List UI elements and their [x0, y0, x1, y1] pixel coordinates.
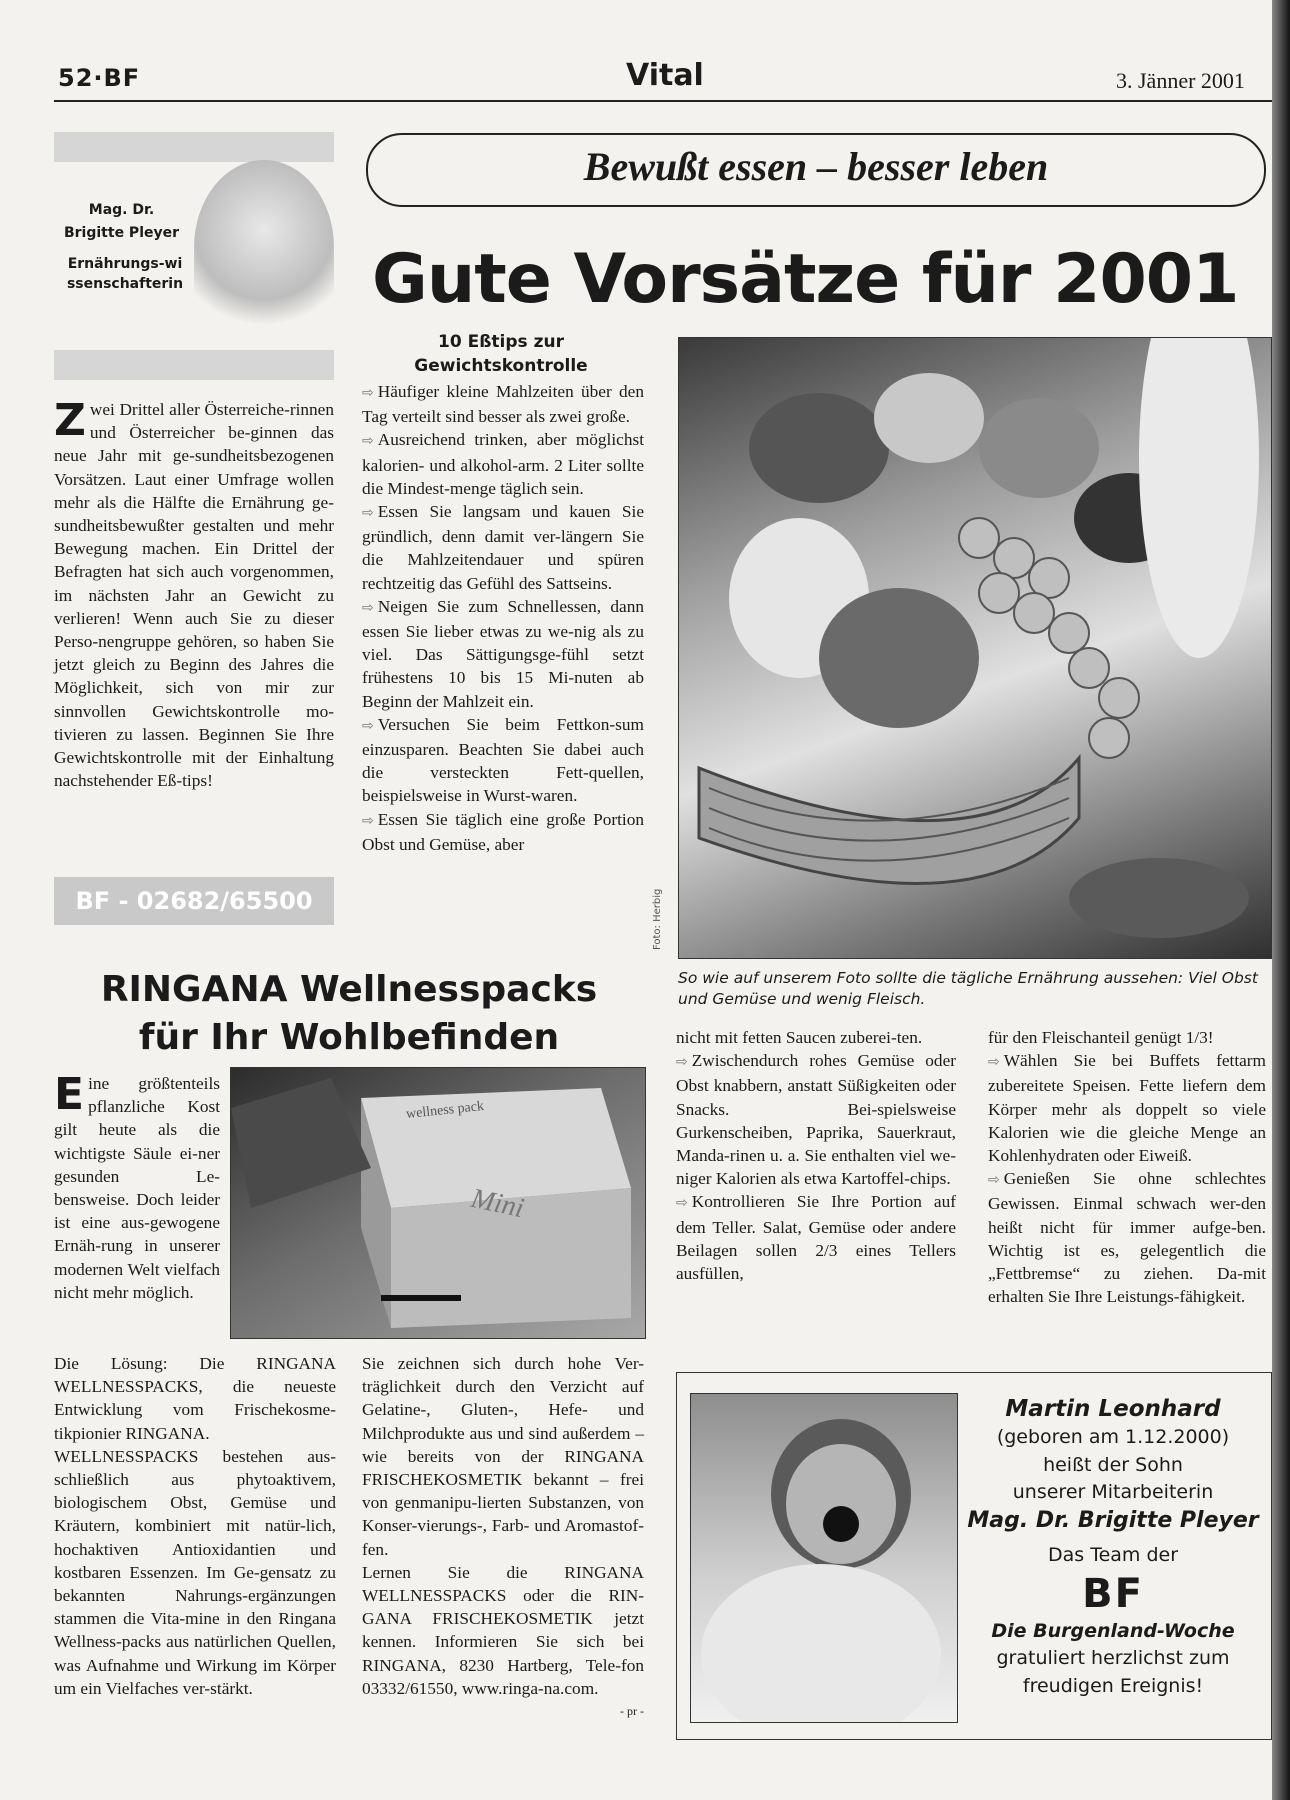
photo-caption: So wie auf unserem Foto sollte die tägliche Ernährung aussehen: Viel Obst und Gemüse und wenig Fleisch.: [678, 969, 1258, 1008]
author-box-band: [54, 132, 334, 162]
author-title: Mag. Dr.: [88, 202, 155, 218]
ringana-p2: Die Lösung: Die RINGANA WELLNESSPACKS, die neueste Entwicklung vom Frischekosme-tikpionier RINGANA.: [54, 1354, 336, 1443]
birth-line-2: unserer Mitarbeiterin: [1012, 1481, 1214, 1503]
tip-3: ⇨ Essen Sie langsam und kauen Sie gründlich, denn damit ver-längern Sie die Mahlzeitendauer und spüren rechtzeitig das Gefühl des Sattseins.: [362, 502, 644, 593]
tip-8: ⇨ Kontrollieren Sie Ihre Portion auf dem Teller. Salat, Gemüse oder andere Beilagen sollen 2/3 eines Tellers ausfüllen,: [676, 1192, 956, 1284]
ringana-p5: Lernen Sie die RINGANA WELLNESSPACKS oder die RIN-GANA FRISCHEKOSMETIK jetzt kennen. Informieren Sie sich bei RINGANA, 8230 Hartberg, Tele-fon 03332/61550, www.ringa-na.com.: [362, 1562, 644, 1698]
box-label-wellness: wellness pack: [405, 1098, 485, 1123]
arrow-icon: ⇨: [362, 385, 374, 401]
tip-8-continued: für den Fleischanteil genügt 1/3!: [988, 1028, 1214, 1047]
ringana-headline: [54, 966, 644, 1062]
arrow-icon: ⇨: [988, 1172, 1000, 1189]
baby-name: Martin Leonhard: [1005, 1396, 1221, 1422]
ringana-text-col1-top: [54, 1069, 220, 1304]
ringana-p1: ine größtenteils pflanzliche Kost gilt heute als die wichtigste Säule ei-ner gesunden Le-bensweise. Doch leider ist eine aus-gewogene Ernäh-rung in unserer modernen Welt vielfach nicht mehr möglich.: [54, 1074, 220, 1302]
tip-5: ⇨ Versuchen Sie beim Fettkon-sum einzusparen. Beachten Sie dabei auch die versteckten Fett-quellen, beispielsweise in Wurst-waren.: [362, 714, 644, 806]
baby-illustration: [691, 1394, 957, 1722]
author-portrait: [194, 160, 334, 335]
greeting-line-2: freudigen Ereignis!: [1022, 1674, 1204, 1697]
ringana-text-col1: [54, 1352, 336, 1700]
photo-credit: Foto: Herbig: [652, 888, 663, 950]
tip-6-continued: nicht mit fetten Saucen zuberei-ten.: [676, 1028, 923, 1047]
birth-line-1: heißt der Sohn: [1043, 1453, 1183, 1476]
arrow-icon: ⇨: [676, 1195, 688, 1212]
intro-body: wei Drittel aller Österreiche-rinnen und Österreicher be-ginnen das neue Jahr mit ge-sundheitsbezogenen Vorsätzen. Laut einer Umfrage wollen mehr als die Hälfte die Ernährung ge-sundheitsbewußter gestalten und mehr Bewegung machen. Ein Drittel der Befragten hat sich auch vorgenommen, im nächsten Jahr an Gewicht zu verlieren! Wenn auch Sie zu dieser Perso-nengruppe gehören, so haben Sie jetzt gleich zu Beginn des Jahres die Möglichkeit, sich von mir zur sinnvollen Gewichtskontrolle mo-tivieren zu lassen. Beginnen Sie Ihre Gewichtskontrolle mit der Einhaltung nachstehender Eß-tips!: [54, 400, 334, 791]
tips-heading: 10 Eßtips zur Gewichtskontrolle: [414, 332, 588, 376]
page-number: 52·BF: [58, 64, 141, 92]
section-title: Vital: [626, 58, 704, 93]
tip-6: ⇨ Essen Sie täglich eine große Portion Obst und Gemüse, aber: [362, 809, 644, 854]
author-name: Brigitte Pleyer: [63, 225, 180, 241]
birth-date: (geboren am 1.12.2000): [996, 1426, 1230, 1448]
intro-dropcap: Z: [54, 395, 86, 446]
page-edge-shadow: [1272, 0, 1290, 1800]
arrow-icon: ⇨: [362, 505, 374, 522]
tips-column-4: [988, 1026, 1266, 1308]
issue-date: 3. Jänner 2001: [1116, 68, 1245, 93]
mother-name: Mag. Dr. Brigitte Pleyer: [967, 1507, 1259, 1533]
bf-logo: BF: [1082, 1570, 1144, 1617]
team-line: Das Team der: [1047, 1544, 1179, 1566]
tip-10: ⇨ Genießen Sie ohne schlechtes Gewissen. Einmal schwach wer-den heißt nicht für immer aufge-ben. Wichtig ist es, gelegentlich die „Fettbremse“ zu ziehen. Da-mit erhalten Sie Ihre Leistungs-fähigkeit.: [988, 1169, 1266, 1307]
tip-7: ⇨ Zwischendurch rohes Gemüse oder Obst knabbern, anstatt Süßigkeiten oder Snacks. Bei-spielsweise Gurkenscheiben, Paprika, Sauerkraut, Manda-rinen u. a. Sie enthalten viel we-niger Kalorien als etwa Kartoffel-chips.: [676, 1051, 956, 1189]
author-role: Ernährungs-wissenschafterin: [66, 256, 184, 292]
ringana-headline-line-1: RINGANA Wellnesspacks: [100, 969, 598, 1010]
author-box-band-bottom: [54, 350, 334, 380]
tip-1: ⇨ Häufiger kleine Mahlzeiten über den Tag verteilt sind besser als zwei große.: [362, 382, 644, 427]
ringana-dropcap: E: [54, 1069, 85, 1120]
birth-text: [960, 1394, 1266, 1700]
greeting-line-1: gratuliert herzlichst zum: [996, 1647, 1230, 1669]
arrow-icon: ⇨: [362, 599, 374, 616]
wellnesspack-photo: [230, 1067, 646, 1339]
header-rule: [54, 100, 1272, 102]
fruit-basket-photo: [678, 337, 1272, 959]
banner-text: Bewußt essen – besser leben: [583, 144, 1049, 189]
tips-column-2: [362, 380, 644, 856]
phone-text: BF - 02682/65500: [75, 887, 313, 915]
arrow-icon: ⇨: [362, 433, 374, 450]
paper-name: Die Burgenland-Woche: [991, 1619, 1235, 1642]
phone-band: [54, 877, 334, 925]
arrow-icon: ⇨: [676, 1054, 688, 1071]
arrow-icon: ⇨: [362, 717, 374, 734]
tip-9: ⇨ Wählen Sie bei Buffets fettarm zubereitete Speisen. Fette liefern dem Körper mehr als doppelt so viele Kalorien wie die gleiche Menge an Kohlenhydraten oder Eiweiß.: [988, 1051, 1266, 1166]
main-headline: Gute Vorsätze für 2001: [372, 240, 1239, 319]
tips-column-3: [676, 1026, 956, 1285]
ringana-p4: Sie zeichnen sich durch hohe Ver-träglichkeit durch den Verzicht auf Gelatine-, Gluten-, Hefe- und Milchprodukte aus und sind außerdem – wie bereits von der RINGANA FRISCHEKOSMETIK bekannt – frei von genmanipu-lierten Substanzen, von Konser-vierungs-, Farb- und Aromastof-fen.: [362, 1354, 644, 1559]
ringana-signature: - pr -: [620, 1704, 644, 1719]
tip-2: ⇨ Ausreichend trinken, aber möglichst kalorien- und alkohol-arm. 2 Liter sollte die Mindest-menge täglich sein.: [362, 430, 644, 498]
arrow-icon: ⇨: [988, 1054, 1000, 1071]
tip-4: ⇨ Neigen Sie zum Schnellessen, dann essen Sie lieber etwas zu we-nig als zu viel. Das Sättigungsge-fühl setzt frühestens 10 bis 15 Mi-nuten ab Beginn der Mahlzeit ein.: [362, 596, 644, 711]
arrow-icon: ⇨: [362, 812, 374, 829]
ringana-p3: WELLNESSPACKS bestehen aus-schließlich aus phytoaktivem, biologischem Obst, Gemüse und Kräutern, kombiniert mit natür-lich, hochaktiven Antioxidantien und kostbaren Essenzen. Im Ge-gensatz zu bekannten Nahrungs-ergänzungen stammen die Vita-mine in den Ringana Wellness-packs aus natürlichen Quellen, was Aufnahme und Wirkung im Körper um ein Vielfaches ver-stärkt.: [54, 1446, 336, 1698]
intro-text: [54, 395, 334, 792]
author-box: [54, 130, 334, 380]
baby-photo: [690, 1393, 958, 1723]
fruit-basket-illustration: [679, 338, 1271, 958]
ringana-headline-line-2: für Ihr Wohlbefinden: [138, 1017, 560, 1058]
ringana-text-col2: [362, 1352, 644, 1723]
box-label-mini: Mini: [468, 1182, 527, 1225]
